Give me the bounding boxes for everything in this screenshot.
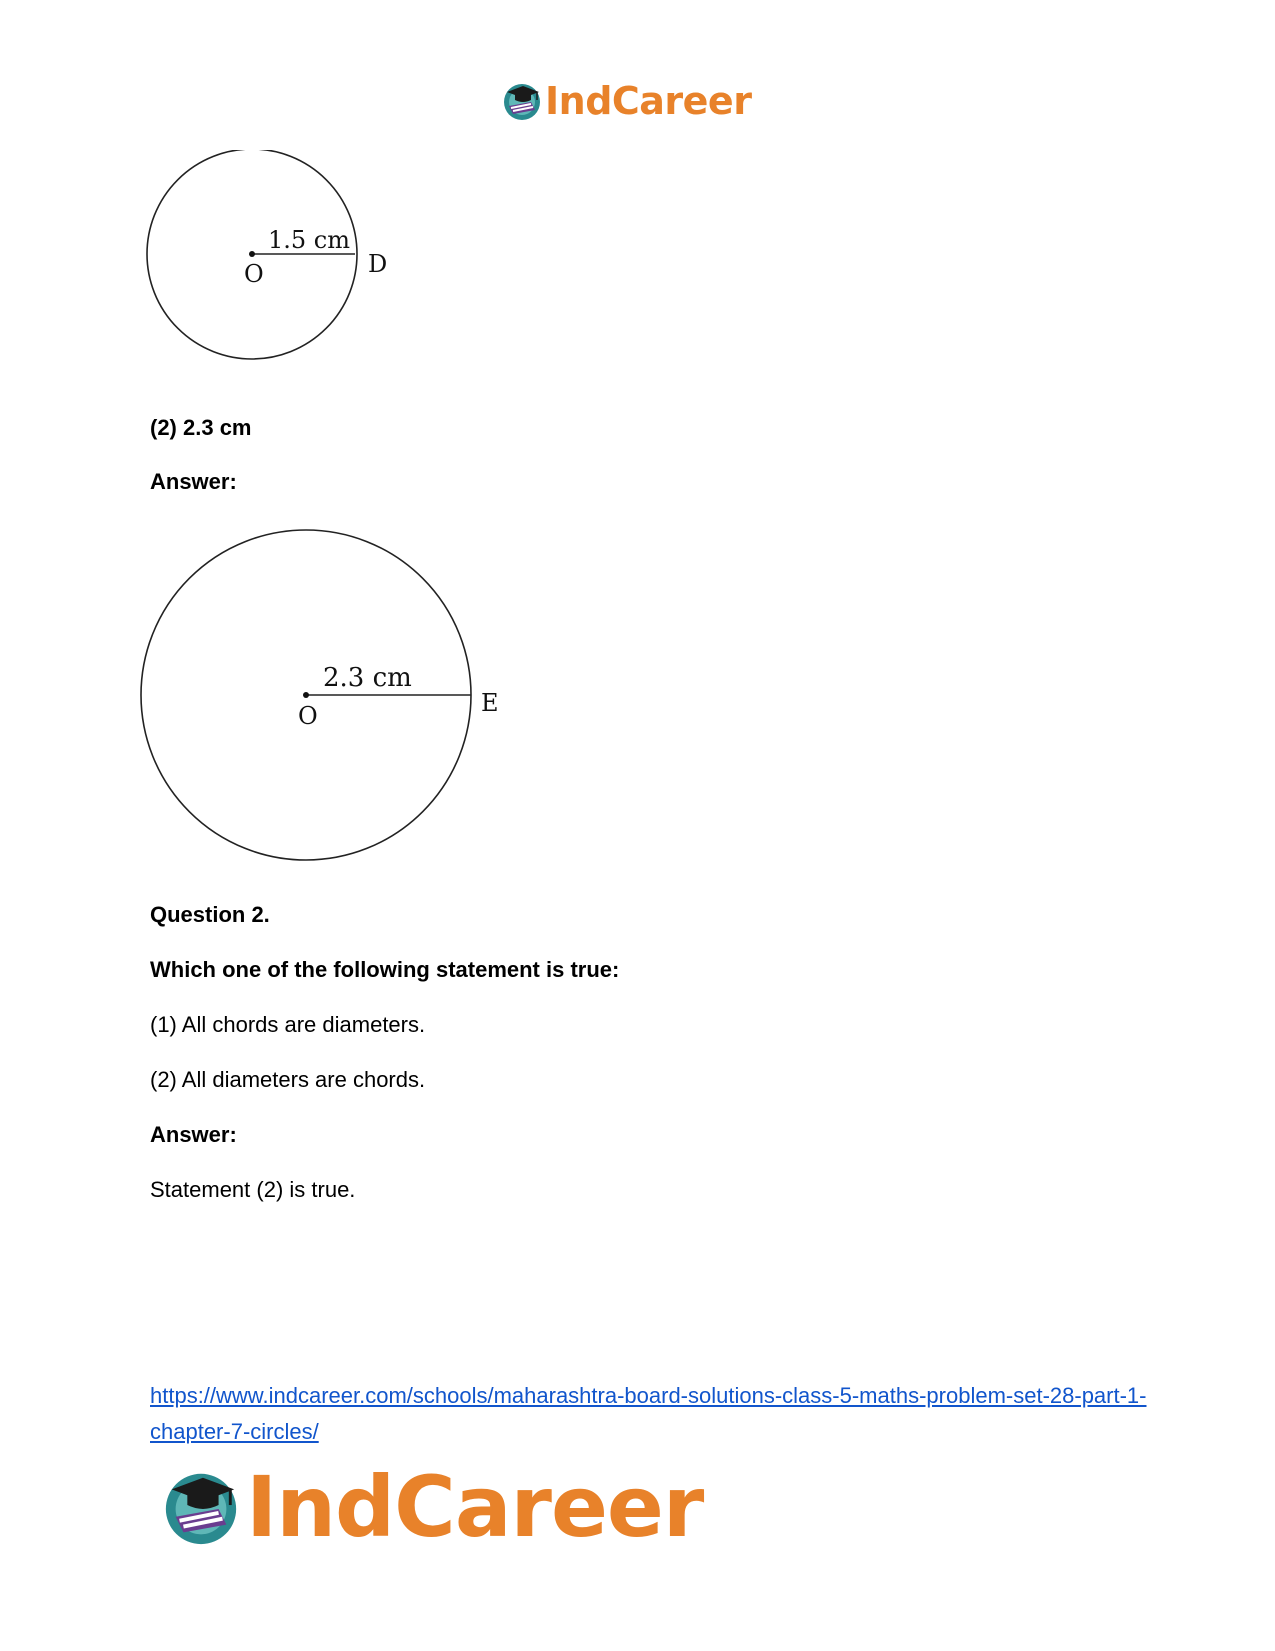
graduation-cap-globe-icon — [501, 80, 543, 122]
footer-logo — [160, 1458, 704, 1556]
point-label-2: E — [481, 689, 499, 717]
answer-label-1: Answer: — [150, 469, 237, 494]
radius-label-2: 2.3 cm — [323, 663, 412, 693]
center-point-2 — [303, 692, 309, 698]
center-label-1: O — [244, 260, 264, 288]
question-2-prompt: Which one of the following statement is true: — [150, 957, 620, 982]
option-2: (2) All diameters are chords. — [150, 1067, 426, 1092]
source-link[interactable]: https://www.indcareer.com/schools/maharashtra-board-solutions-class-5-maths-problem-set-28-part-1-chapter-7-circles/ — [150, 1383, 1147, 1444]
circle-diagram-1 — [140, 150, 410, 380]
graduation-cap-globe-book-icon — [160, 1466, 242, 1548]
question-2-heading: Question 2. — [150, 902, 270, 927]
circle-diagram-2 — [140, 525, 520, 870]
header-logo — [501, 80, 751, 122]
radius-label-1: 1.5 cm — [268, 226, 350, 254]
answer-text: Statement (2) is true. — [150, 1177, 356, 1202]
answer-label-2: Answer: — [150, 1122, 237, 1147]
center-point-1 — [249, 251, 255, 257]
option-1: (1) All chords are diameters. — [150, 1012, 426, 1037]
footer-logo-wordmark: IndCareer — [246, 1458, 704, 1556]
point-label-1: D — [368, 250, 388, 278]
logo-wordmark: IndCareer — [545, 79, 752, 123]
center-label-2: O — [298, 702, 318, 730]
part-2-heading: (2) 2.3 cm — [150, 415, 252, 440]
